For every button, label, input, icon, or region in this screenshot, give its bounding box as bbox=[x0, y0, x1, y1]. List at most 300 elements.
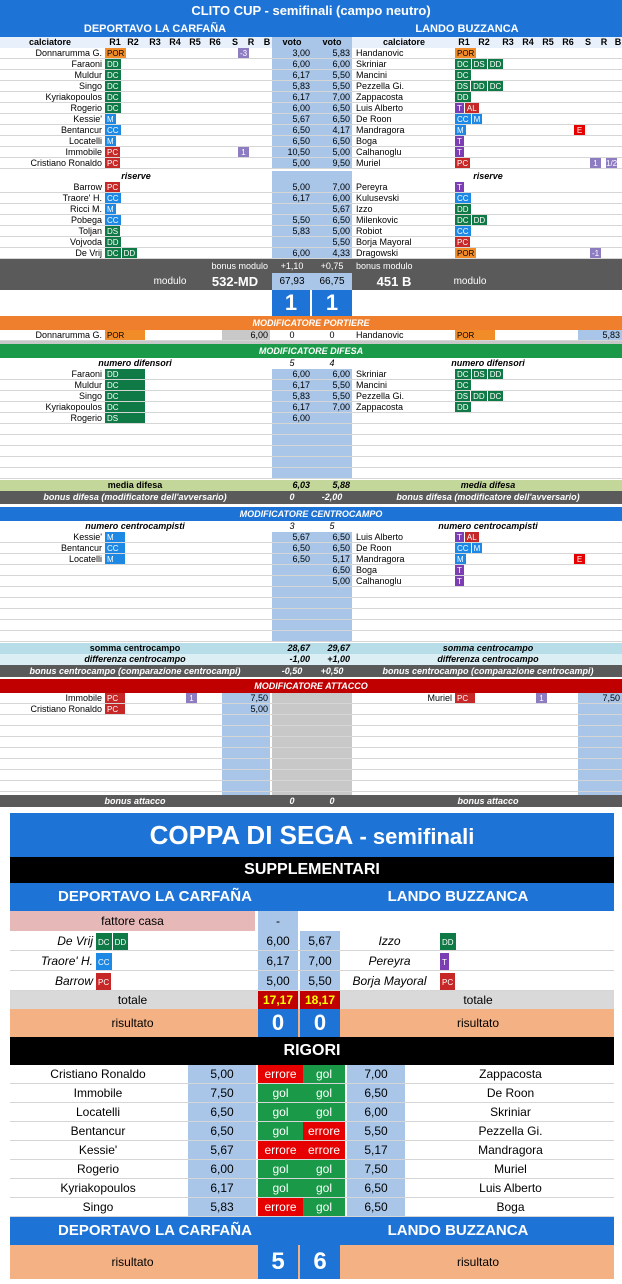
vote: 5,83 bbox=[578, 330, 622, 340]
sheet-row bbox=[0, 48, 622, 59]
roles bbox=[455, 380, 535, 390]
cell bbox=[222, 770, 270, 780]
value: 0 bbox=[289, 330, 295, 340]
penalty-taker: Luis Alberto bbox=[479, 1181, 542, 1195]
role-badge: T bbox=[457, 137, 462, 146]
sheet-row bbox=[0, 380, 622, 391]
role-badge: CC bbox=[457, 194, 469, 203]
penalty-result: gol bbox=[258, 1103, 303, 1121]
sheet-row bbox=[10, 883, 614, 911]
player-name: Kessie' bbox=[73, 114, 102, 124]
role-badge: PC bbox=[107, 159, 119, 168]
vote: 5,00 bbox=[312, 226, 352, 236]
cell: De Roon bbox=[356, 543, 392, 553]
role-badge: DS bbox=[105, 413, 145, 423]
cell: bonus attacco bbox=[104, 796, 166, 806]
player-name: Kulusevski bbox=[356, 193, 400, 203]
vote: 6,00 bbox=[258, 931, 298, 950]
penalty-result: errore bbox=[258, 1198, 303, 1216]
vote: 6,50 bbox=[347, 1198, 405, 1216]
cell bbox=[272, 693, 312, 703]
vote: 5,17 bbox=[312, 554, 352, 564]
sheet-row bbox=[0, 182, 622, 193]
vote: 7,50 bbox=[222, 693, 270, 703]
sheet-row bbox=[10, 971, 614, 991]
player-name: Robiot bbox=[356, 226, 383, 236]
vote: 6,50 bbox=[188, 1103, 256, 1121]
role-badge: T bbox=[457, 104, 462, 113]
vote: 6,50 bbox=[272, 136, 312, 146]
sheet-row bbox=[10, 1198, 614, 1217]
cell: differenza centrocampo bbox=[437, 654, 539, 664]
role-badge: DS bbox=[457, 392, 469, 401]
role-badge: DS bbox=[473, 60, 485, 69]
role-badge: M bbox=[473, 115, 481, 124]
cell bbox=[272, 598, 312, 608]
sheet-row bbox=[0, 81, 622, 92]
sheet-row bbox=[10, 1103, 614, 1122]
cell bbox=[272, 609, 312, 619]
roles bbox=[105, 182, 185, 192]
roles bbox=[455, 103, 535, 113]
roles bbox=[455, 125, 535, 135]
player-name: Rogerio bbox=[70, 103, 102, 113]
role-badge: PC bbox=[457, 159, 469, 168]
player-name: Izzo bbox=[378, 934, 401, 948]
cell: bonus centrocampo (comparazione centrocampi) bbox=[382, 666, 594, 676]
roles bbox=[455, 114, 535, 124]
vote: 6,50 bbox=[272, 125, 312, 135]
cell bbox=[578, 748, 622, 758]
role-badge: DS bbox=[473, 370, 485, 379]
sheet-row bbox=[10, 991, 614, 1009]
role-badge: DD bbox=[457, 93, 469, 102]
vote: 6,50 bbox=[312, 114, 352, 124]
mark-badge: E bbox=[574, 125, 585, 135]
cell bbox=[222, 715, 270, 725]
sheet-row bbox=[0, 704, 622, 715]
sheet-row bbox=[0, 543, 622, 554]
role-badge: M bbox=[457, 555, 464, 564]
cell bbox=[312, 781, 352, 791]
role-badge: AL bbox=[466, 533, 477, 542]
away-media: 5,88 bbox=[332, 480, 350, 490]
sheet-row bbox=[0, 620, 622, 631]
vote: 6,17 bbox=[272, 193, 312, 203]
roles bbox=[440, 971, 520, 990]
penalty-taker: Muriel bbox=[494, 1162, 527, 1176]
role-badge: POR bbox=[105, 330, 145, 340]
sheet-row bbox=[0, 369, 622, 380]
away-total: 66,75 bbox=[312, 273, 352, 290]
role-badge: CC bbox=[105, 543, 125, 553]
penalty-taker: Kyriakopoulos bbox=[60, 1181, 136, 1195]
media-difesa-label: media difesa bbox=[107, 480, 163, 490]
vote: 6,50 bbox=[188, 1122, 256, 1140]
cell bbox=[222, 748, 270, 758]
cell bbox=[312, 587, 352, 597]
mark-badge: 1 bbox=[590, 158, 601, 168]
col-vote: voto bbox=[312, 37, 352, 48]
sheet-row bbox=[10, 1217, 614, 1245]
cell bbox=[578, 704, 622, 714]
sheet-row bbox=[0, 316, 622, 330]
roles bbox=[455, 136, 535, 146]
player-name: Traore' H. bbox=[40, 954, 93, 968]
sheet-row bbox=[0, 70, 622, 81]
cell: risultato bbox=[111, 1255, 154, 1269]
roles bbox=[455, 193, 535, 203]
sheet-row bbox=[0, 631, 622, 642]
sheet-row bbox=[0, 237, 622, 248]
player-name: Faraoni bbox=[71, 59, 102, 69]
roles bbox=[105, 136, 185, 146]
vote: 6,50 bbox=[312, 136, 352, 146]
vote: 5,00 bbox=[222, 704, 270, 714]
sheet-row bbox=[0, 259, 622, 273]
cell: Mancini bbox=[356, 380, 388, 390]
cell: DEPORTAVO LA CARFAÑA bbox=[58, 1222, 252, 1239]
sheet-row bbox=[10, 1009, 614, 1037]
col-head: R2 bbox=[127, 37, 139, 47]
cell bbox=[312, 435, 352, 445]
penalty-result: errore bbox=[303, 1122, 345, 1140]
role-badge: DC bbox=[107, 93, 119, 102]
roles bbox=[105, 70, 185, 80]
cell bbox=[312, 468, 352, 478]
vote: 6,00 bbox=[272, 369, 312, 379]
vote: 5,00 bbox=[188, 1065, 256, 1083]
player-name: Singo bbox=[78, 81, 102, 91]
home-result: 0 bbox=[258, 1009, 298, 1037]
sheet-row bbox=[0, 609, 622, 620]
cell bbox=[272, 587, 312, 597]
cell bbox=[272, 737, 312, 747]
cell bbox=[578, 715, 622, 725]
cell: Muriel bbox=[427, 693, 452, 703]
coppa-title-sub: - semifinali bbox=[353, 824, 475, 849]
cell: 3 bbox=[289, 521, 295, 531]
final-home: 5 bbox=[258, 1245, 298, 1279]
penalty-result: gol bbox=[303, 1198, 345, 1216]
vote: 5,50 bbox=[312, 237, 352, 247]
sheet-row bbox=[0, 795, 622, 807]
vote: 6,00 bbox=[188, 1160, 256, 1178]
cell bbox=[578, 770, 622, 780]
penalty-taker: Pezzella Gi. bbox=[478, 1124, 543, 1138]
mark-badge: 1 bbox=[536, 693, 547, 703]
col-player: calciatore bbox=[28, 37, 72, 47]
vote: 6,50 bbox=[347, 1179, 405, 1197]
bonus-difesa-label: bonus difesa (modificatore dell'avversario) bbox=[43, 492, 227, 502]
home-module: 532-MD bbox=[211, 274, 259, 289]
roles bbox=[455, 565, 535, 575]
col-head: R bbox=[247, 37, 255, 47]
cell: risultato bbox=[111, 1016, 154, 1030]
role-badge: DC bbox=[457, 381, 469, 390]
sheet-row bbox=[0, 0, 622, 21]
vote: 6,00 bbox=[272, 103, 312, 113]
player-name: Mandragora bbox=[356, 125, 405, 135]
player-name: De Vrij bbox=[57, 934, 93, 948]
vote: 5,83 bbox=[272, 391, 312, 401]
penalty-result: gol bbox=[303, 1065, 345, 1083]
sheet-row bbox=[10, 1141, 614, 1160]
sheet-row bbox=[10, 1037, 614, 1065]
col-head: R6 bbox=[209, 37, 221, 47]
col-head: R3 bbox=[502, 37, 514, 47]
sheet-row bbox=[0, 424, 622, 435]
cell: Skriniar bbox=[356, 369, 387, 379]
cell bbox=[312, 759, 352, 769]
role-badge: PC bbox=[96, 973, 111, 990]
player-name: Skriniar bbox=[356, 59, 387, 69]
vote: 7,00 bbox=[312, 92, 352, 102]
penalty-taker: Singo bbox=[82, 1200, 114, 1214]
penalty-result: gol bbox=[303, 1084, 345, 1102]
roles bbox=[96, 971, 176, 990]
sheet-row bbox=[0, 532, 622, 543]
penalty-taker: Zappacosta bbox=[479, 1067, 542, 1081]
sheet-row bbox=[0, 491, 622, 504]
cell bbox=[312, 609, 352, 619]
role-badge: PC bbox=[107, 183, 119, 192]
cell bbox=[312, 631, 352, 641]
roles bbox=[105, 92, 185, 102]
cell bbox=[272, 704, 312, 714]
cell bbox=[312, 693, 352, 703]
home-media: 6,03 bbox=[292, 480, 310, 490]
penalty-taker: Boga bbox=[496, 1200, 525, 1214]
roles bbox=[440, 931, 520, 950]
vote: 5,00 bbox=[272, 158, 312, 168]
roles bbox=[105, 226, 185, 236]
sheet-row bbox=[0, 679, 622, 693]
player-name: Dragowski bbox=[356, 248, 399, 258]
cell: Bentancur bbox=[60, 543, 102, 553]
role-badge: DC bbox=[105, 402, 145, 412]
roles bbox=[455, 532, 535, 542]
role-badge: M bbox=[105, 554, 125, 564]
sheet-row bbox=[10, 1122, 614, 1141]
roles bbox=[105, 158, 185, 168]
cell: 29,67 bbox=[327, 643, 350, 653]
cell: 5 bbox=[329, 521, 335, 531]
vote: 4,33 bbox=[312, 248, 352, 258]
role-badge: DD bbox=[440, 933, 456, 950]
roles bbox=[455, 402, 535, 412]
sheet-row bbox=[0, 103, 622, 114]
sheet-row bbox=[0, 193, 622, 204]
bonus-modulo-label: bonus modulo bbox=[356, 261, 413, 271]
vote: 7,00 bbox=[312, 182, 352, 192]
roles bbox=[105, 147, 185, 157]
player-name: Muriel bbox=[356, 158, 381, 168]
roles bbox=[455, 237, 535, 247]
mark-badge: -1 bbox=[591, 249, 600, 258]
num-defenders-label: numero difensori bbox=[98, 358, 172, 368]
away-team: LANDO BUZZANCA bbox=[415, 23, 519, 35]
roles bbox=[455, 59, 535, 69]
player-name: Bentancur bbox=[60, 125, 102, 135]
cell bbox=[272, 435, 312, 445]
mark-badge: 1 bbox=[186, 693, 197, 703]
sheet-row bbox=[0, 737, 622, 748]
sheet-row bbox=[0, 290, 622, 316]
vote: 5,67 bbox=[272, 532, 312, 542]
sheet-row bbox=[0, 446, 622, 457]
vote bbox=[272, 565, 312, 575]
player-name: Immobile bbox=[65, 147, 102, 157]
cell: Muldur bbox=[74, 380, 102, 390]
roles bbox=[105, 237, 185, 247]
roles bbox=[455, 226, 535, 236]
player-name: Boga bbox=[356, 136, 378, 146]
role-badge: DC bbox=[107, 82, 119, 91]
player-name: Vojvoda bbox=[69, 237, 102, 247]
player-name: De Roon bbox=[356, 114, 392, 124]
role-badge: DC bbox=[457, 71, 469, 80]
vote: 6,17 bbox=[258, 951, 298, 970]
roles bbox=[455, 369, 535, 379]
col-head: R1 bbox=[458, 37, 470, 47]
sheet-row bbox=[0, 726, 622, 737]
sheet-row bbox=[0, 554, 622, 565]
sheet-row bbox=[0, 770, 622, 781]
roles bbox=[455, 554, 535, 564]
sheet-row bbox=[0, 114, 622, 125]
vote: 10,50 bbox=[272, 147, 312, 157]
sheet-row bbox=[0, 273, 622, 290]
cell: LANDO BUZZANCA bbox=[387, 888, 529, 905]
cell: Handanovic bbox=[356, 330, 404, 340]
player-name: Pezzella Gi. bbox=[356, 81, 405, 91]
cell: Boga bbox=[356, 565, 378, 575]
vote: 5,83 bbox=[188, 1198, 256, 1216]
cell: somma centrocampo bbox=[442, 643, 534, 653]
bonus-modulo-label: bonus modulo bbox=[211, 261, 268, 271]
cell bbox=[222, 737, 270, 747]
col-head: R2 bbox=[478, 37, 490, 47]
col-head: R4 bbox=[522, 37, 534, 47]
role-badge: POR bbox=[457, 249, 475, 258]
sheet-row bbox=[0, 643, 622, 654]
col-head: R6 bbox=[562, 37, 574, 47]
penalty-result: gol bbox=[258, 1122, 303, 1140]
sheet-row bbox=[0, 693, 622, 704]
roles bbox=[455, 158, 535, 168]
role-badge: CC bbox=[107, 216, 119, 225]
sheet-row bbox=[0, 204, 622, 215]
reserves-label: riserve bbox=[473, 171, 503, 181]
vote: 6,00 bbox=[272, 59, 312, 69]
cell bbox=[272, 726, 312, 736]
roles bbox=[455, 92, 535, 102]
fattore-casa: fattore casa bbox=[10, 911, 255, 931]
sheet-row bbox=[0, 37, 622, 48]
cell bbox=[222, 726, 270, 736]
media-difesa-label: media difesa bbox=[460, 480, 516, 490]
rigori-title: RIGORI bbox=[283, 1042, 341, 1059]
roles bbox=[105, 114, 185, 124]
sheet-row bbox=[0, 576, 622, 587]
penalty-result: gol bbox=[258, 1179, 303, 1197]
col-head: R bbox=[600, 37, 608, 47]
sheet-row bbox=[0, 565, 622, 576]
roles bbox=[105, 81, 185, 91]
cell: Pezzella Gi. bbox=[356, 391, 405, 401]
role-badge: DD bbox=[489, 370, 502, 379]
cell: Luis Alberto bbox=[356, 532, 404, 542]
bonus-away: +0,75 bbox=[320, 261, 344, 271]
sheet-row bbox=[0, 215, 622, 226]
cell: Donnarumma G. bbox=[35, 330, 102, 340]
cell bbox=[578, 759, 622, 769]
role-badge: DC bbox=[107, 104, 119, 113]
home-bonus: 0 bbox=[289, 492, 295, 502]
vote: 6,00 bbox=[312, 369, 352, 379]
final-away: 6 bbox=[300, 1245, 340, 1279]
vote: 5,00 bbox=[312, 147, 352, 157]
mark-badge: -3 bbox=[239, 49, 248, 58]
vote: 6,17 bbox=[272, 70, 312, 80]
reserves-label: riserve bbox=[121, 171, 151, 181]
player-name: Locatelli bbox=[68, 136, 102, 146]
mod-portiere-title: MODIFICATORE PORTIERE bbox=[252, 318, 370, 328]
cell bbox=[578, 726, 622, 736]
vote: 5,50 bbox=[312, 391, 352, 401]
role-badge: POR bbox=[107, 49, 125, 58]
cell: Kyriakopoulos bbox=[45, 402, 102, 412]
vote: 5,83 bbox=[272, 81, 312, 91]
role-badge: DC bbox=[105, 380, 145, 390]
vote: 6,00 bbox=[347, 1103, 405, 1121]
player-name: Barrow bbox=[73, 182, 102, 192]
roles bbox=[455, 48, 535, 58]
cell: 28,67 bbox=[287, 643, 310, 653]
away-num: 4 bbox=[329, 358, 335, 368]
role-badge: DD bbox=[473, 392, 485, 401]
vote: 4,17 bbox=[312, 125, 352, 135]
role-badge: M bbox=[107, 137, 114, 146]
role-badge: DD bbox=[457, 403, 469, 412]
sheet-row bbox=[0, 391, 622, 402]
roles bbox=[455, 204, 535, 214]
role-badge: DD bbox=[457, 205, 469, 214]
penalty-result: errore bbox=[258, 1065, 303, 1083]
vote: 5,00 bbox=[258, 971, 298, 990]
sheet-row bbox=[10, 931, 614, 951]
player-name: Borja Mayoral bbox=[356, 237, 412, 247]
role-badge: DD bbox=[123, 249, 136, 258]
role-badge: DD bbox=[473, 216, 486, 225]
penalty-taker: Mandragora bbox=[478, 1143, 543, 1157]
vote: 7,00 bbox=[312, 402, 352, 412]
sheet-row bbox=[10, 1160, 614, 1179]
cell bbox=[222, 781, 270, 791]
penalty-result: gol bbox=[303, 1103, 345, 1121]
sheet-row bbox=[0, 598, 622, 609]
supplementari-title: SUPPLEMENTARI bbox=[244, 861, 380, 878]
role-badge: PC bbox=[105, 693, 125, 703]
role-badge: T bbox=[457, 533, 462, 542]
role-badge: CC bbox=[457, 115, 469, 124]
sheet-row bbox=[10, 951, 614, 971]
vote: 5,67 bbox=[272, 114, 312, 124]
value: 0 bbox=[329, 330, 335, 340]
cell: -0,50 bbox=[281, 666, 303, 676]
penalty-result: gol bbox=[258, 1160, 303, 1178]
